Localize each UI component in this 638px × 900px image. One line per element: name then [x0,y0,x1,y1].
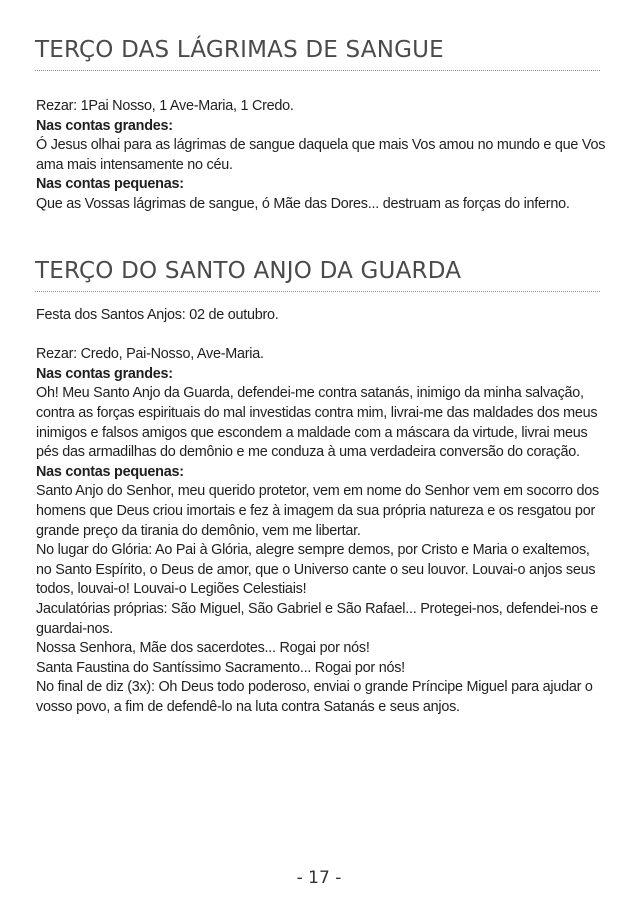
big-beads-prayer: Ó Jesus olhai para as lágrimas de sangue daquela que mais Vos amou no mundo e que Vos ama mais intensamente no céu. [36,137,606,173]
small-beads-label: Nas contas pequenas: [36,463,184,480]
small-beads-prayer: Santo Anjo do Senhor, meu querido protetor, vem em nome do Senhor vem em socorro dos homens que Deus criou imortais e fez à imagem da sua própria natureza e os resgatou por grande preço da tirania do demônio, vem me libertar. [36,483,599,539]
section-title-lagrimas: TERÇO DAS LÁGRIMAS DE SANGUE [35,39,600,71]
big-beads-label: Nas contas grandes: [36,117,173,134]
small-beads-prayer: Que as Vossas lágrimas de sangue, ó Mãe das Dores... destruam as forças do inferno. [36,195,570,212]
closing-prayer: No final de diz (3x): Oh Deus todo poderoso, enviai o grande Príncipe Miguel para ajudar o vosso povo, a fim de defendê-lo na luta contra Satanás e seus anjos. [36,679,593,715]
big-beads-prayer: Oh! Meu Santo Anjo da Guarda, defendei-me contra satanás, inimigo da minha salvação, contra as forças espirituais do mal investidas contra mim, livrai-me das maldades dos meus inimigos e falsos amigos que escondem a maldade com a máscara da virtude, livrai meus pés das armadilhas do demônio e me conduza à uma verdadeira conversão do coração. [36,385,598,461]
invocation-santa-faustina: Santa Faustina do Santíssimo Sacramento... Rogai por nós! [36,659,405,676]
invocation-nossa-senhora: Nossa Senhora, Mãe dos sacerdotes... Rogai por nós! [36,640,370,657]
section-title-anjo-da-guarda: TERÇO DO SANTO ANJO DA GUARDA [35,260,600,292]
page-number: - 17 - [296,868,342,888]
section-body-lagrimas [36,97,606,215]
jaculatorias: Jaculatórias próprias: São Miguel, São Gabriel e São Rafael... Protegei-nos, defendei-nos e guardai-nos. [36,600,599,637]
feast-date: Festa dos Santos Anjos: 02 de outubro. [36,307,279,323]
prayer-instructions: Rezar: 1Pai Nosso, 1 Ave-Maria, 1 Credo. [36,98,294,114]
big-beads-label: Nas contas grandes: [36,365,173,382]
paragraph-gap [36,326,606,346]
section-body-anjo-da-guarda [36,306,606,717]
small-beads-label: Nas contas pequenas: [36,176,184,193]
gloria-replacement: No lugar do Glória: Ao Pai à Glória, alegre sempre demos, por Cristo e Maria o exaltemos, no Santo Espírito, o Deus de amor, que o Universo cante o seu louvor. Louvai-o anjos seus todos, louvai-o! Louvai-o Legiões Celestiais! [36,542,596,598]
prayer-instructions: Rezar: Credo, Pai-Nosso, Ave-Maria. [36,346,264,363]
